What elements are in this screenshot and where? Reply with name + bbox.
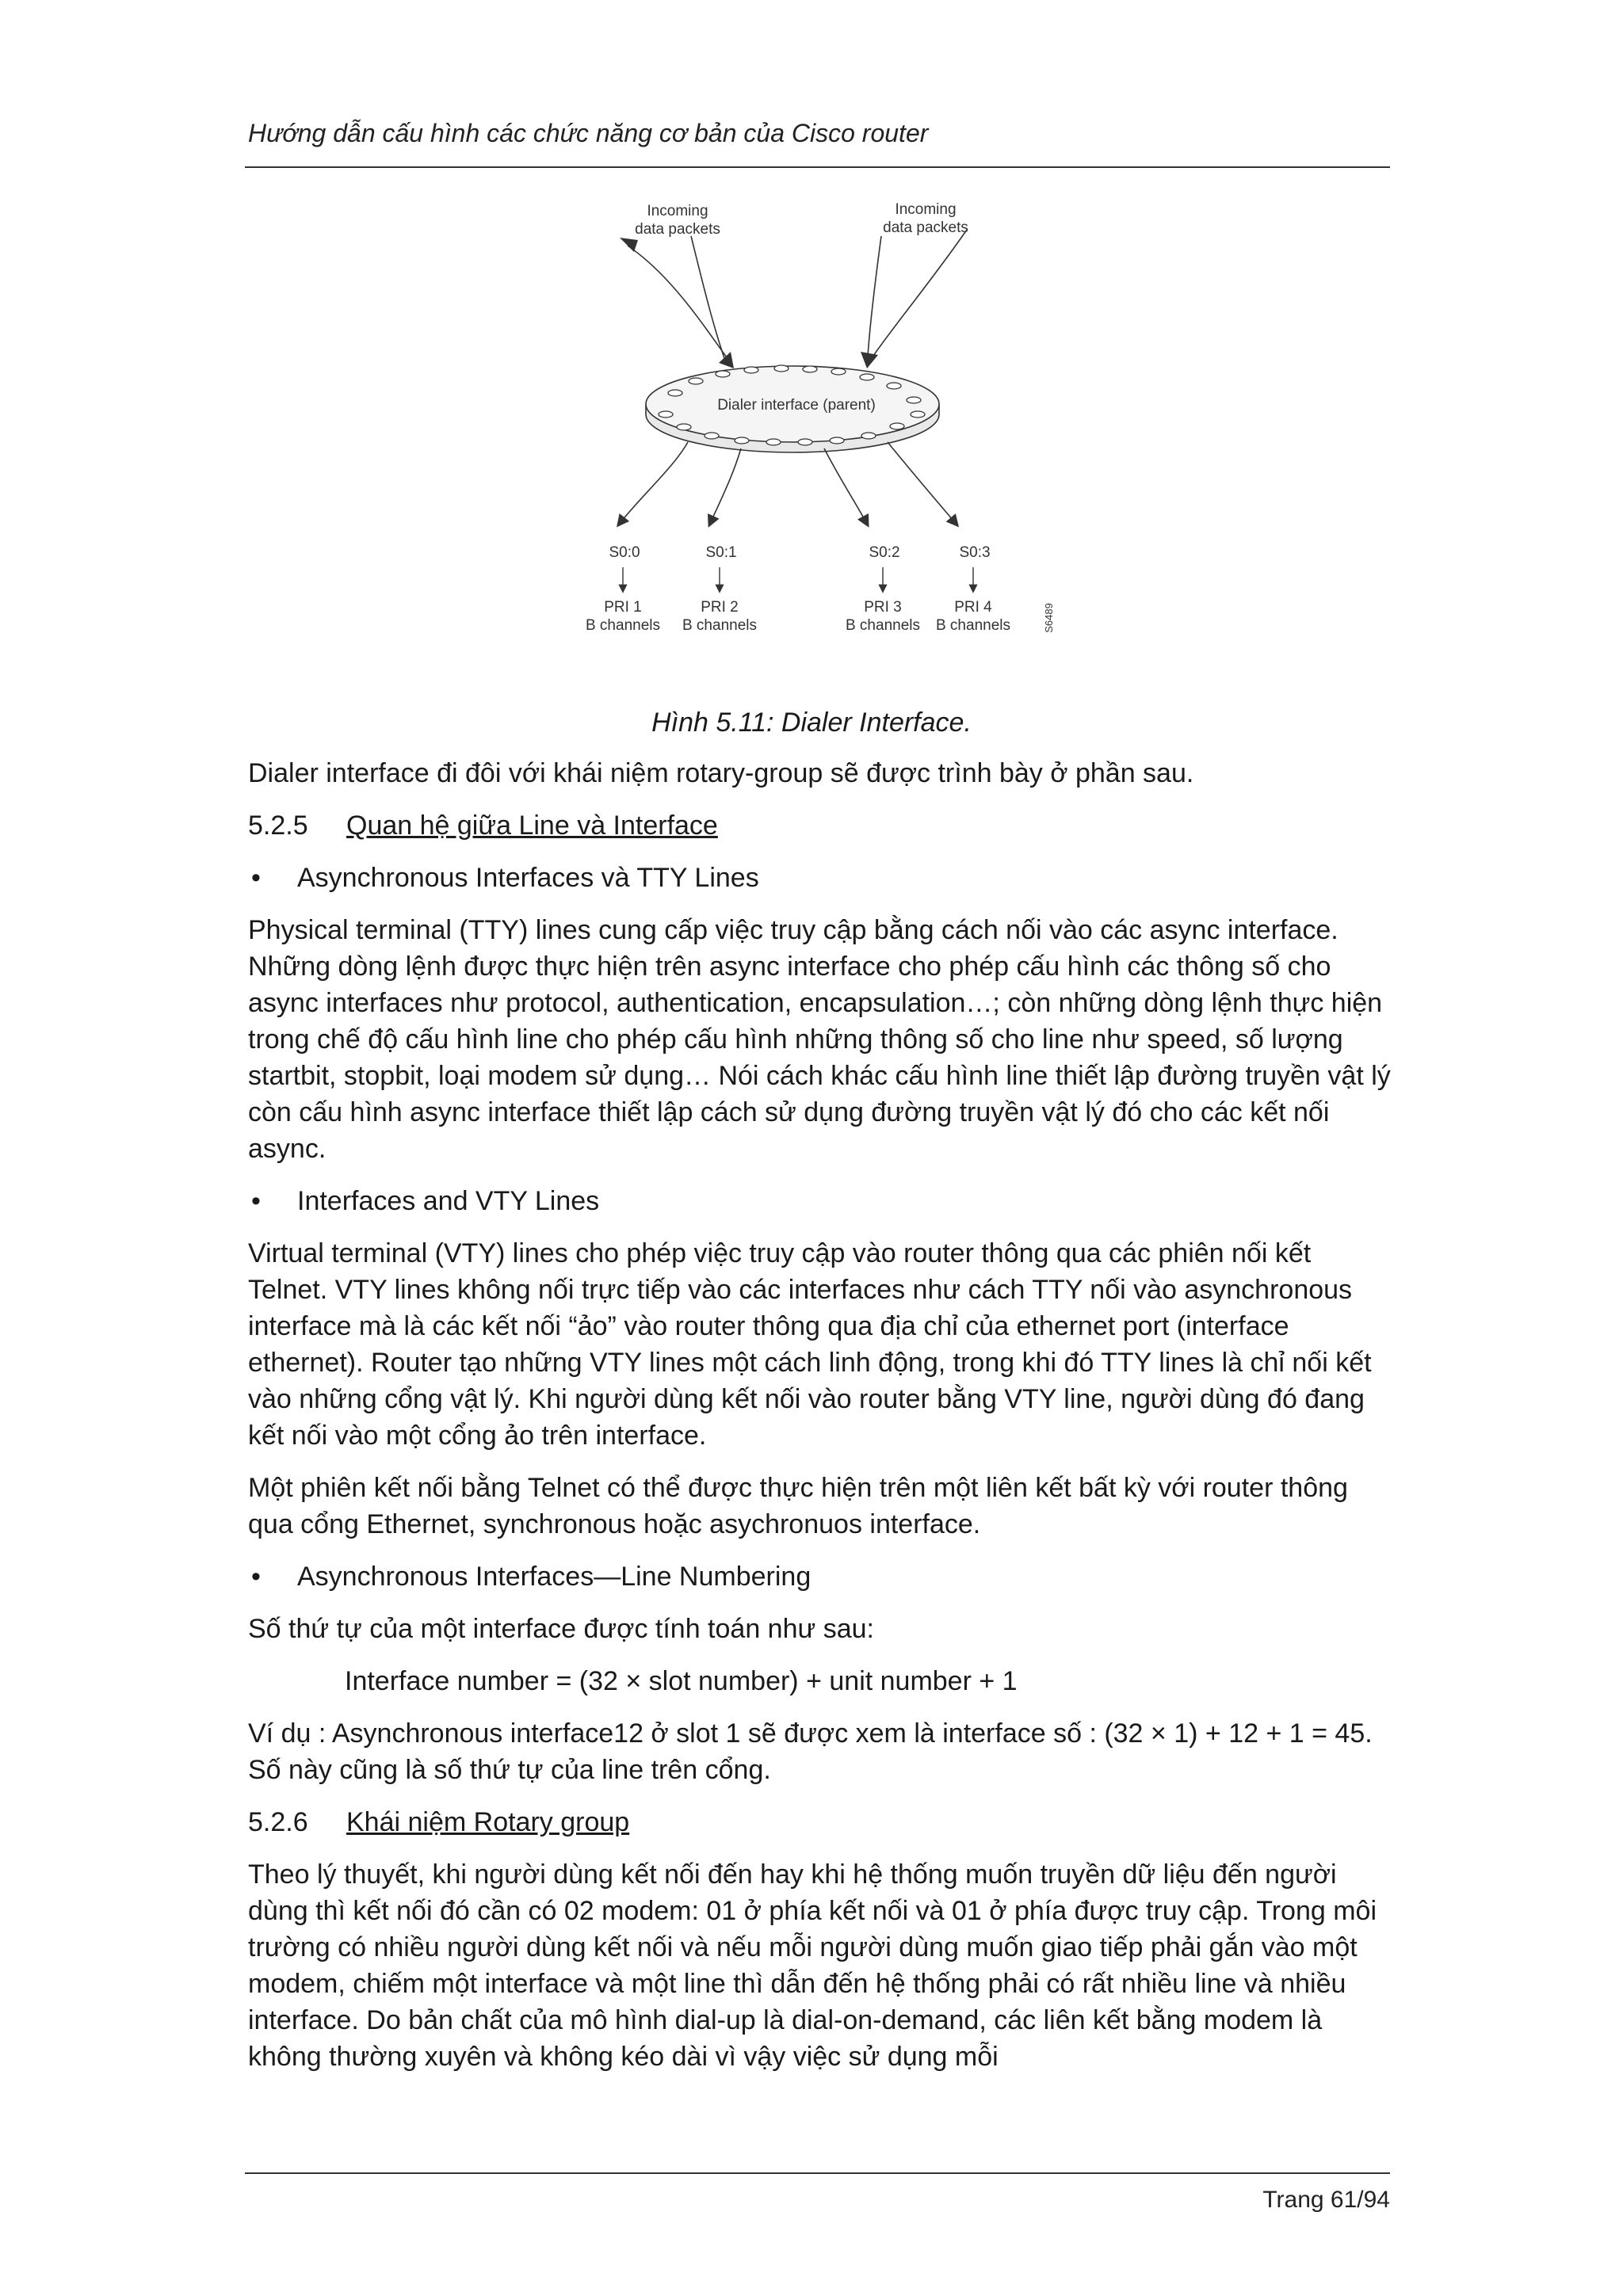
b-channels-1: B channels xyxy=(585,617,661,634)
b-channels-2: B channels xyxy=(682,617,758,634)
paragraph-tty: Physical terminal (TTY) lines cung cấp việc truy cập bằng cách nối vào các async interface. Những dòng lệnh được thực hiện trên async interface cho phép cấu hình các thông số cho async interfaces như protocol, authentication, encapsulation…; còn những dòng lệnh thực hiện trong chế độ cấu hình line cho phép cấu hình những thông số cho line như speed, số lượng startbit, stopbit, loại modem sử dụng… Nói cách khác cấu hình line thiết lập đường truyền vật lý còn cấu hình async interface thiết lập cách sử dụng đường truyền vật lý đó cho các kết nối async. xyxy=(248,915,1391,1164)
page-header-title: Hướng dẫn cấu hình các chức năng cơ bản của Cisco router xyxy=(248,119,929,147)
pri-4-label: PRI 4 xyxy=(954,599,992,616)
incoming-left-line1: Incoming xyxy=(647,203,708,219)
figure-caption: Hình 5.11: Dialer Interface. xyxy=(651,707,972,738)
port-s02-label: S0:2 xyxy=(869,544,900,561)
section-title: Khái niệm Rotary group xyxy=(346,1807,630,1837)
bullet-item xyxy=(248,1183,1393,1219)
bullet-dot-icon: • xyxy=(251,863,261,893)
bullet-item xyxy=(248,860,1393,896)
dialer-interface-label: Dialer interface (parent) xyxy=(717,397,876,414)
port-s01-label: S0:1 xyxy=(705,544,737,561)
header-rule xyxy=(245,166,1390,168)
section-heading-5-2-6 xyxy=(248,1804,1393,1840)
bullet-text: Asynchronous Interfaces và TTY Lines xyxy=(297,863,759,893)
paragraph-line-numbering: Số thứ tự của một interface được tính toán như sau: xyxy=(248,1614,874,1644)
pri-1-label: PRI 1 xyxy=(604,599,642,616)
outgoing-arrow-s03 xyxy=(888,442,957,525)
dialer-disk xyxy=(646,365,939,452)
paragraph-theory: Theo lý thuyết, khi người dùng kết nối đến hay khi hệ thống muốn truyền dữ liệu đến người dùng thì kết nối đó cần có 02 modem: 01 ở phía kết nối và 01 ở phía được truy cập. Trong môi trường có nhiều người dùng kết nối và nếu mỗi người dùng muốn giao tiếp phải gắn vào một modem, chiếm một interface và một line thì dẫn đến hệ thống phải có rất nhiều line và nhiều interface. Do bản chất của mô hình dial-up là dial-on-demand, các liên kết bằng modem là không thường xuyên và không kéo dài vì vậy việc sử dụng mỗi xyxy=(248,1859,1377,2072)
body-content xyxy=(248,755,1393,2091)
outgoing-arrow-s02 xyxy=(824,448,868,525)
formula-interface-number: Interface number = (32 × slot number) + unit number + 1 xyxy=(345,1666,1018,1696)
b-channels-4: B channels xyxy=(935,617,1011,634)
bullet-dot-icon: • xyxy=(251,1562,261,1592)
paragraph-vty: Virtual terminal (VTY) lines cho phép việc truy cập vào router thông qua các phiên nối kết Telnet. VTY lines không nối trực tiếp vào các interfaces như cách TTY nối vào asynchronous interface mà là các kết nối “ảo” vào router thông qua địa chỉ của ethernet port (interface ethernet). Router tạo những VTY lines một cách linh động, trong khi đó TTY lines là chỉ nối kết vào những cổng vật lý. Khi người dùng kết nối vào router bằng VTY line, người dùng đó đang kết nối vào một cổng ảo trên interface. xyxy=(248,1238,1372,1451)
paragraph-dialer: Dialer interface đi đôi với khái niệm rotary-group sẽ được trình bày ở phần sau. xyxy=(248,758,1194,788)
paragraph-telnet: Một phiên kết nối bằng Telnet có thể được thực hiện trên một liên kết bất kỳ với router thông qua cổng Ethernet, synchronous hoặc asychronuos interface. xyxy=(248,1473,1348,1539)
dialer-interface-figure xyxy=(555,190,1078,666)
outgoing-arrow-s01 xyxy=(709,448,741,525)
section-number: 5.2.5 xyxy=(248,810,308,841)
port-s00-label: S0:0 xyxy=(609,544,640,561)
pri-3-label: PRI 3 xyxy=(864,599,902,616)
incoming-left-line2: data packets xyxy=(635,221,720,238)
section-title: Quan hệ giữa Line và Interface xyxy=(346,810,718,841)
port-s03-label: S0:3 xyxy=(959,544,991,561)
bullet-text: Interfaces and VTY Lines xyxy=(297,1186,600,1216)
section-heading-5-2-5 xyxy=(248,807,1393,844)
paragraph-example: Ví dụ : Asynchronous interface12 ở slot 1 sẽ được xem là interface số : (32 × 1) + 12 + 1 = 45. Số này cũng là số thứ tự của line trên cổng. xyxy=(248,1718,1373,1785)
b-channels-3: B channels xyxy=(845,617,921,634)
incoming-arrow-left xyxy=(620,236,734,368)
footer-rule xyxy=(245,2172,1390,2174)
incoming-right-line2: data packets xyxy=(883,219,968,236)
bullet-item xyxy=(248,1558,1393,1595)
section-number: 5.2.6 xyxy=(248,1807,308,1837)
incoming-right-line1: Incoming xyxy=(895,201,957,218)
incoming-arrow-right xyxy=(861,230,967,368)
pri-2-label: PRI 2 xyxy=(701,599,739,616)
figure-id: S6489 xyxy=(1043,603,1055,633)
outgoing-arrow-s00 xyxy=(618,442,688,525)
bullet-text: Asynchronous Interfaces—Line Numbering xyxy=(297,1562,812,1592)
bullet-dot-icon: • xyxy=(251,1186,261,1216)
page-number: Trang 61/94 xyxy=(1262,2187,1390,2213)
